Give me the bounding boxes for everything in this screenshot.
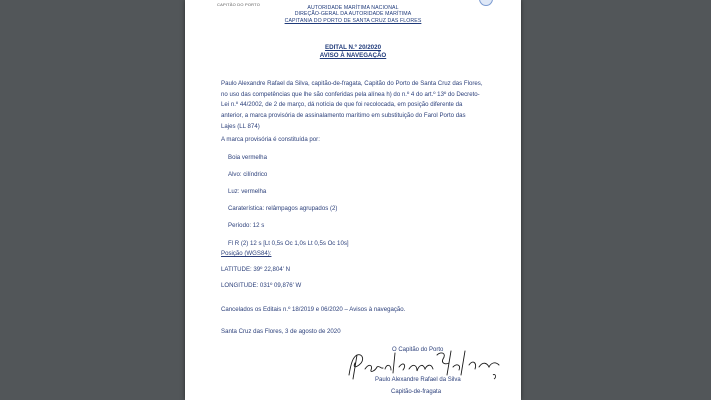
header-line-2: DIREÇÃO-GERAL DA AUTORIDADE MARÍTIMA	[294, 11, 412, 18]
body-paragraph	[221, 79, 487, 133]
signer-title: O Capitão do Porto	[392, 347, 444, 353]
latitude: LATITUDE: 39º 22,804' N	[221, 266, 290, 273]
header-line-1: AUTORIDADE MARÍTIMA NACIONAL	[307, 5, 399, 11]
longitude: LONGITUDE: 031º 09,876' W	[221, 282, 302, 289]
document-header	[185, 5, 521, 24]
mark-intro: A marca provisória é constituída por:	[221, 136, 320, 143]
signer-rank: Capitão-de-fragata	[391, 389, 442, 395]
mark-item: Alvo: cilíndrico	[228, 171, 268, 178]
cancelled-notice: Cancelados os Editais n.º 18/2019 e 06/2020 – Avisos à navegação.	[221, 306, 406, 313]
edital-title-block	[185, 44, 521, 60]
logo-caption: CAPITÃO DO PORTO	[217, 2, 261, 7]
mark-item: Fl R (2) 12 s [Lt 0,5s Oc 1,0s Lt 0,5s Oc 10s]	[228, 240, 349, 247]
mark-item: Caraterística: relâmpagos agrupados (2)	[228, 205, 338, 212]
document-page	[185, 0, 521, 400]
edital-subtitle: AVISO À NAVEGAÇÃO	[319, 51, 387, 59]
paragraph-line: Paulo Alexandre Rafael da Silva, capitão-de-fragata, Capitão do Porto de Santa Cruz das Flores,	[221, 80, 483, 87]
signer-name: Paulo Alexandre Rafael da Silva	[375, 377, 461, 383]
paragraph-line: anterior, a marca provisória de assinalamento marítimo em substituição do Farol Porto das	[221, 112, 466, 120]
edital-title: EDITAL N.º 20/2020	[324, 44, 382, 51]
position-heading: Posição (WGS84):	[221, 250, 272, 257]
paragraph-line: no uso das competências que lhe são conferidas pela alínea h) do n.º 4 do art.º 13º do Decreto-	[221, 90, 480, 98]
mark-item: Luz: vermelha	[228, 188, 267, 195]
paragraph-line: Lajes (LL 874)	[221, 122, 260, 130]
header-line-3: CAPITANIA DO PORTO DE SANTA CRUZ DAS FLORES	[284, 17, 422, 24]
place-date: Santa Cruz das Flores, 3 de agosto de 2020	[221, 328, 341, 335]
paragraph-line: Lei n.º 44/2002, de 2 de março, dá notícia de que foi recolocada, em posição diferente da	[221, 101, 463, 109]
mark-item: Boia vermelha	[228, 154, 267, 161]
mark-item: Período: 12 s	[228, 222, 265, 229]
